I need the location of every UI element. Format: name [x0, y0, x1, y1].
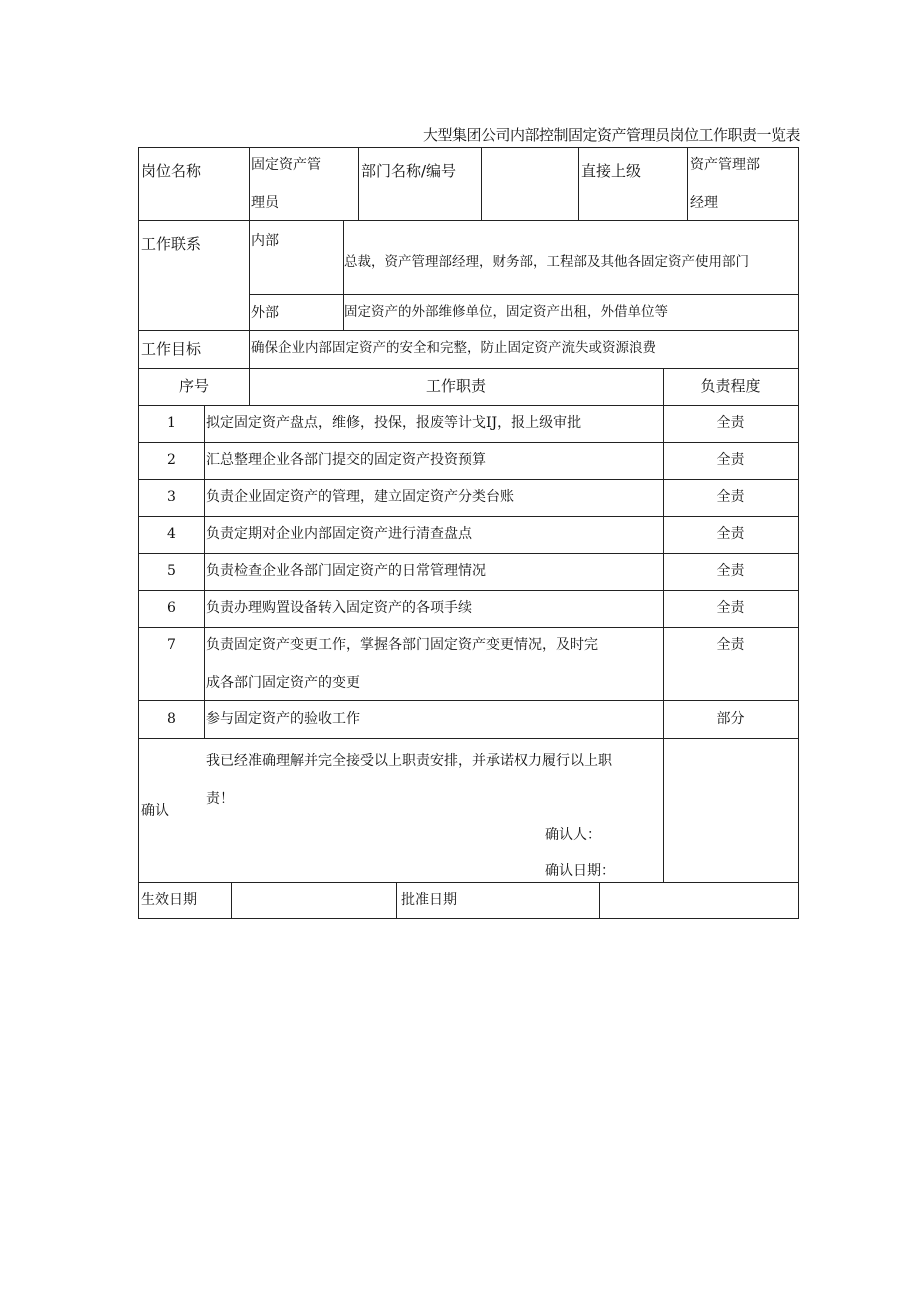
duty-table: [138, 147, 799, 919]
approve-date-label: 批准日期: [401, 892, 457, 908]
row-level: 全责: [716, 563, 745, 579]
confirm-statement-cont: 责！: [206, 791, 234, 807]
internal-label: 内部: [251, 233, 279, 249]
superior-value: 资产管理部: [690, 157, 760, 173]
row-duty-cont: 成各部门固定资产的变更: [206, 675, 360, 691]
row-no: 1: [167, 415, 176, 431]
row-level: 全责: [716, 415, 745, 431]
row-no: 7: [167, 637, 176, 653]
row-duty: 负责办理购置设备转入固定资产的各项手续: [206, 600, 472, 616]
row-level: 全责: [716, 526, 745, 542]
row-duty: 负责检查企业各部门固定资产的日常管理情况: [206, 563, 486, 579]
internal-value: 总裁，资产管理部经理，财务部，工程部及其他各固定资产使用部门: [344, 254, 749, 270]
dept-label: 部门名称/编号: [361, 162, 457, 180]
row-level: 全责: [716, 489, 745, 505]
row-duty: 负责企业固定资产的管理，建立固定资产分类台账: [206, 489, 514, 505]
goal-label: 工作目标: [141, 340, 202, 358]
row-no: 6: [167, 600, 176, 616]
row-level: 全责: [716, 637, 745, 653]
goal-value: 确保企业内部固定资产的安全和完整，防止固定资产流失或资源浪费: [251, 340, 656, 356]
row-duty: 汇总整理企业各部门提交的固定资产投资预算: [206, 452, 486, 468]
row-no: 8: [167, 711, 176, 727]
col-level-header: 负责程度: [700, 377, 761, 395]
row-no: 5: [167, 563, 176, 579]
row-level: 全责: [716, 600, 745, 616]
confirm-label: 确认: [141, 803, 169, 819]
superior-value-cont: 经理: [690, 195, 718, 211]
external-label: 外部: [251, 305, 279, 321]
row-duty: 负责定期对企业内部固定资产进行清查盘点: [206, 526, 472, 542]
row-level: 全责: [716, 452, 745, 468]
row-no: 3: [167, 489, 176, 505]
position-value: 固定资产管: [251, 157, 321, 173]
position-label: 岗位名称: [141, 162, 202, 180]
row-duty: 负责固定资产变更工作，掌握各部门固定资产变更情况，及时完: [206, 637, 598, 653]
col-no-header: 序号: [178, 377, 209, 395]
effective-date-label: 生效日期: [141, 892, 197, 908]
confirm-statement: 我已经准确理解并完全接受以上职责安排，并承诺权力履行以上职: [206, 753, 612, 769]
row-level: 部分: [716, 711, 745, 727]
external-value: 固定资产的外部维修单位，固定资产出租，外借单位等: [344, 304, 668, 320]
confirm-signer: 确认人：: [545, 827, 601, 843]
row-no: 2: [167, 452, 176, 468]
position-value-cont: 理员: [251, 195, 279, 211]
relations-label: 工作联系: [141, 235, 202, 253]
row-duty: 拟定固定资产盘点，维修，投保，报废等计戈IJ，报上级审批: [206, 415, 582, 431]
superior-label: 直接上级: [581, 162, 642, 180]
row-duty: 参与固定资产的验收工作: [206, 711, 360, 727]
row-no: 4: [167, 526, 176, 542]
document-title: 大型集团公司内部控制固定资产管理员岗位工作职责一览表: [422, 126, 800, 144]
col-duty-header: 工作职责: [425, 377, 486, 395]
confirm-date: 确认日期：: [545, 863, 615, 879]
